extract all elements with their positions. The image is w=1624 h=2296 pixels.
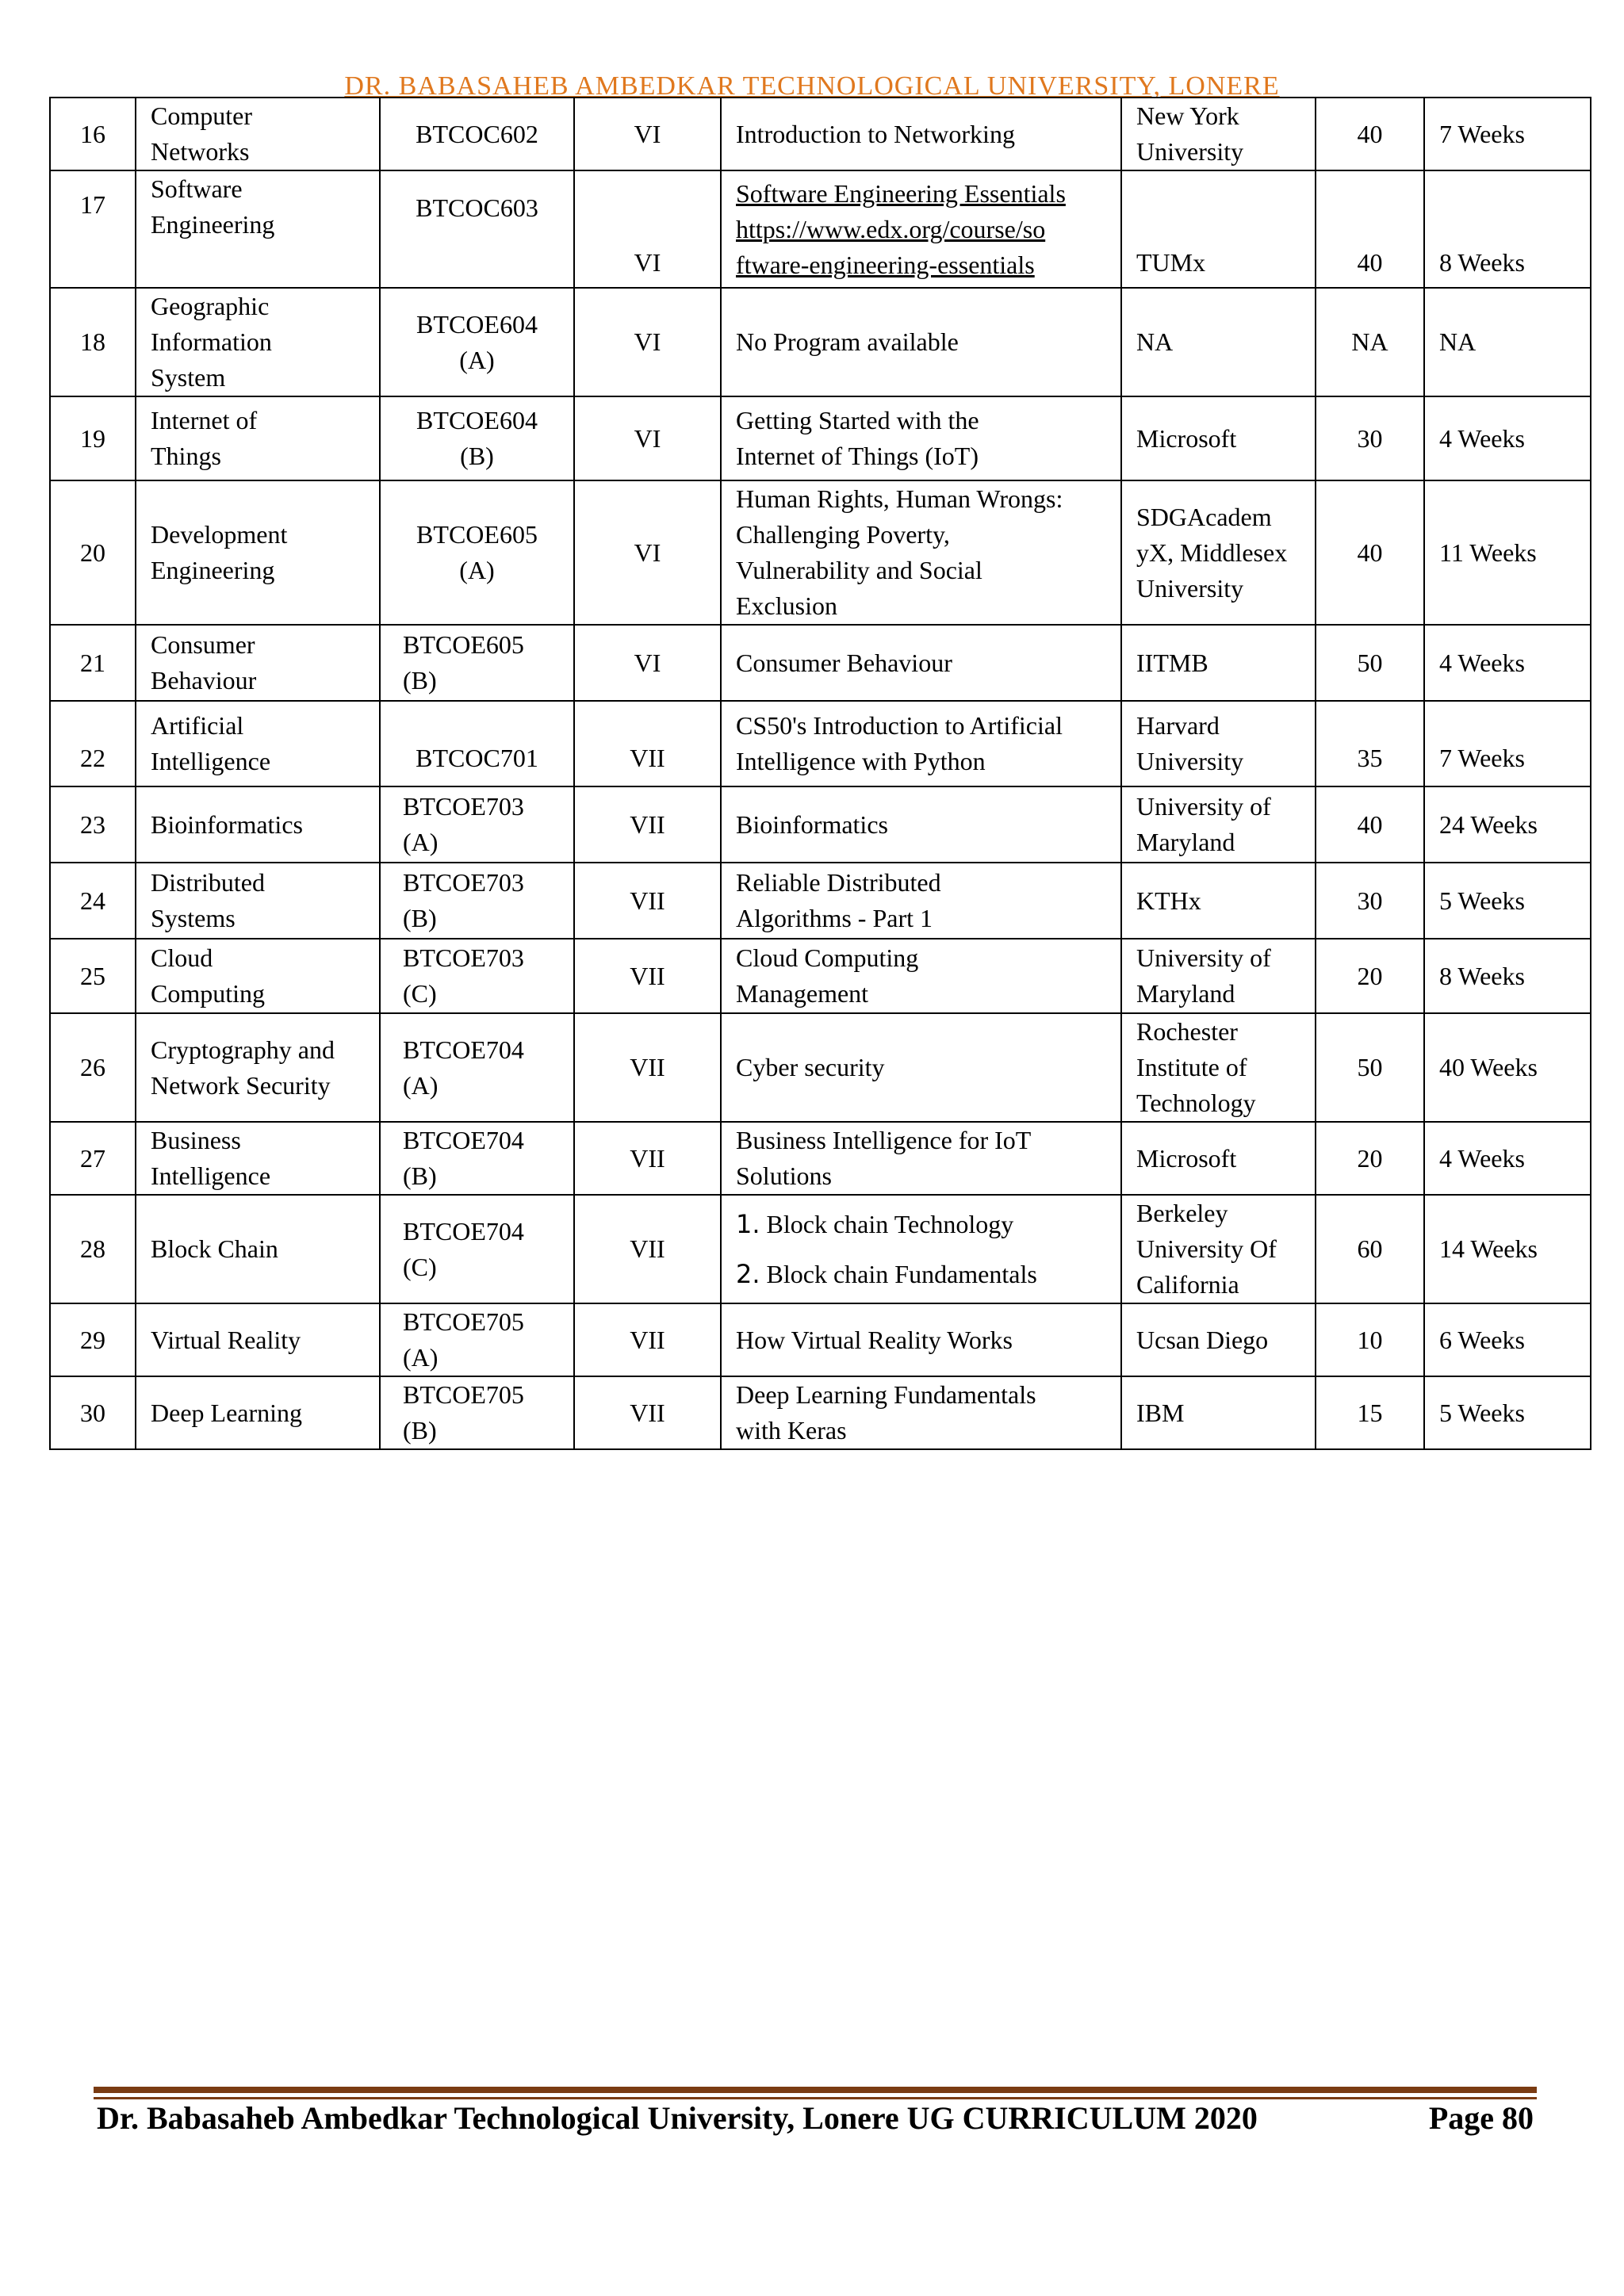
- course-code-line: (A): [403, 1343, 439, 1372]
- duration-cell: 5 Weeks: [1424, 863, 1591, 939]
- course-code-line: BTCOC603: [416, 193, 538, 222]
- subject-line: Cryptography and: [151, 1035, 335, 1064]
- program-cell: [721, 701, 1121, 786]
- credits-cell: NA: [1316, 288, 1424, 396]
- provider-cell: [1121, 1122, 1316, 1195]
- subject-line: Bioinformatics: [151, 809, 303, 839]
- program-cell: [721, 939, 1121, 1013]
- credits-cell: 40: [1316, 480, 1424, 625]
- credits-cell: 30: [1316, 863, 1424, 939]
- duration-cell: 11 Weeks: [1424, 480, 1591, 625]
- row-number: 16: [50, 98, 136, 170]
- program-line: Solutions: [736, 1161, 832, 1190]
- subject-cell: [136, 863, 380, 939]
- row-number: 19: [50, 396, 136, 480]
- row-number: 29: [50, 1303, 136, 1376]
- provider-line: Microsoft: [1136, 1143, 1237, 1173]
- program-line: Intelligence with Python: [736, 747, 986, 775]
- credits-cell: 35: [1316, 701, 1424, 786]
- provider-cell: [1121, 396, 1316, 480]
- course-code-line: BTCOE605: [403, 630, 524, 659]
- table-row: [50, 288, 1591, 396]
- provider-line: California: [1136, 1270, 1239, 1299]
- course-code-line: BTCOC701: [416, 744, 538, 772]
- subject-line: Artificial: [151, 711, 244, 740]
- subject-line: Networks: [151, 137, 250, 166]
- course-code-line: BTCOE705: [403, 1380, 524, 1409]
- provider-line: Technology: [1136, 1089, 1256, 1117]
- subject-line: Intelligence: [151, 747, 271, 775]
- course-code-cell: [380, 939, 574, 1013]
- table-row: [50, 1376, 1591, 1449]
- subject-cell: [136, 480, 380, 625]
- semester-cell: VII: [574, 939, 721, 1013]
- row-number: 20: [50, 480, 136, 625]
- course-code-line: BTCOE703: [403, 868, 524, 897]
- course-code-cell: [380, 625, 574, 701]
- table-row: [50, 625, 1591, 701]
- provider-cell: [1121, 1376, 1316, 1449]
- table-row: [50, 939, 1591, 1013]
- running-header: DR. BABASAHEB AMBEDKAR TECHNOLOGICAL UNIVERSITY, LONERE: [344, 71, 1280, 101]
- course-code-cell: [380, 98, 574, 170]
- provider-line: IBM: [1136, 1398, 1185, 1427]
- course-code-line: (A): [403, 1070, 439, 1100]
- semester-cell: VI: [574, 625, 721, 701]
- subject-line: Geographic: [151, 292, 270, 320]
- subject-line: Software: [151, 174, 243, 203]
- table-row: [50, 701, 1591, 786]
- table-row: [50, 170, 1591, 288]
- course-code-cell: [380, 786, 574, 863]
- course-code-cell: [380, 480, 574, 625]
- program-line: Reliable Distributed: [736, 868, 941, 897]
- program-line: Exclusion: [736, 591, 837, 620]
- course-code-line: BTCOE703: [403, 792, 524, 821]
- subject-cell: [136, 1376, 380, 1449]
- provider-line: Institute of: [1136, 1053, 1247, 1081]
- credits-cell: 40: [1316, 98, 1424, 170]
- semester-cell: VII: [574, 1303, 721, 1376]
- provider-line: University of: [1136, 792, 1271, 821]
- course-code-cell: [380, 1195, 574, 1303]
- table-row: [50, 1303, 1591, 1376]
- program-line: How Virtual Reality Works: [736, 1325, 1013, 1354]
- program-line: Cloud Computing: [736, 943, 919, 972]
- credits-cell: 50: [1316, 625, 1424, 701]
- provider-line: Berkeley: [1136, 1199, 1228, 1227]
- program-line: Introduction to Networking: [736, 119, 1015, 148]
- provider-line: TUMx: [1136, 248, 1206, 277]
- semester-cell: VI: [574, 98, 721, 170]
- provider-line: Maryland: [1136, 979, 1235, 1008]
- row-number: 23: [50, 786, 136, 863]
- course-code-cell: [380, 1376, 574, 1449]
- table-row: [50, 396, 1591, 480]
- credits-cell: 20: [1316, 939, 1424, 1013]
- course-code-line: BTCOE703: [403, 943, 524, 972]
- credits-cell: 40: [1316, 786, 1424, 863]
- footer-title: Dr. Babasaheb Ambedkar Technological University, Lonere UG CURRICULUM 2020: [97, 2100, 1258, 2136]
- provider-line: Ucsan Diego: [1136, 1325, 1269, 1354]
- course-code-line: (B): [403, 666, 437, 695]
- course-code-line: (C): [403, 1252, 437, 1281]
- duration-cell: 40 Weeks: [1424, 1013, 1591, 1122]
- program-line: Deep Learning Fundamentals: [736, 1380, 1036, 1409]
- provider-line: University: [1136, 747, 1244, 775]
- subject-line: Things: [151, 442, 221, 470]
- course-code-cell: [380, 396, 574, 480]
- provider-line: University: [1136, 573, 1244, 603]
- provider-cell: [1121, 625, 1316, 701]
- course-code-line: BTCOE605: [416, 520, 538, 549]
- subject-line: Systems: [151, 904, 236, 932]
- program-line: Internet of Things (IoT): [736, 442, 979, 470]
- provider-cell: [1121, 1195, 1316, 1303]
- provider-line: Maryland: [1136, 828, 1235, 856]
- program-line: Cyber security: [736, 1053, 885, 1081]
- duration-cell: 5 Weeks: [1424, 1376, 1591, 1449]
- program-list-text: Block chain Fundamentals: [766, 1259, 1037, 1288]
- subject-cell: [136, 98, 380, 170]
- subject-line: Consumer: [151, 630, 255, 659]
- semester-cell: VII: [574, 786, 721, 863]
- provider-cell: [1121, 98, 1316, 170]
- provider-cell: [1121, 480, 1316, 625]
- course-code-line: (C): [403, 979, 437, 1008]
- course-code-line: BTCOE604: [416, 309, 538, 339]
- footer-rule: [94, 2087, 1537, 2093]
- subject-cell: [136, 396, 380, 480]
- credits-cell: 60: [1316, 1195, 1424, 1303]
- program-list-number: 2.: [736, 1258, 760, 1289]
- subject-line: Information: [151, 327, 272, 356]
- provider-cell: [1121, 701, 1316, 786]
- course-code-cell: [380, 1303, 574, 1376]
- table-row: [50, 1013, 1591, 1122]
- row-number: 28: [50, 1195, 136, 1303]
- row-number: 18: [50, 288, 136, 396]
- semester-cell: VII: [574, 1122, 721, 1195]
- subject-line: Internet of: [151, 406, 258, 434]
- row-number: 17: [50, 170, 136, 288]
- row-number: 21: [50, 625, 136, 701]
- provider-cell: [1121, 786, 1316, 863]
- course-code-line: (A): [459, 345, 495, 374]
- course-code-line: (B): [403, 1416, 437, 1445]
- provider-line: University: [1136, 137, 1244, 166]
- course-code-line: (B): [403, 904, 437, 932]
- subject-line: Business: [151, 1126, 241, 1154]
- provider-line: yX, Middlesex: [1136, 538, 1288, 567]
- subject-line: Engineering: [151, 556, 275, 584]
- program-title-link[interactable]: Software Engineering Essentials: [736, 178, 1066, 208]
- course-code-line: BTCOC602: [416, 119, 538, 148]
- program-cell: [721, 480, 1121, 625]
- table-body: [50, 98, 1591, 1449]
- page-footer: [97, 2099, 1534, 2137]
- course-code-line: BTCOE604: [416, 406, 538, 434]
- course-code-line: BTCOE704: [403, 1035, 524, 1064]
- provider-line: Microsoft: [1136, 423, 1237, 453]
- table-row: [50, 786, 1591, 863]
- row-number: 25: [50, 939, 136, 1013]
- program-cell: [721, 625, 1121, 701]
- subject-cell: [136, 1195, 380, 1303]
- course-code-line: BTCOE704: [403, 1216, 524, 1246]
- duration-cell: 4 Weeks: [1424, 396, 1591, 480]
- subject-line: Intelligence: [151, 1161, 271, 1190]
- program-list-item: [736, 1207, 1106, 1242]
- course-code-line: (A): [403, 828, 439, 856]
- subject-line: Cloud: [151, 943, 213, 972]
- semester-cell: VII: [574, 1376, 721, 1449]
- provider-cell: [1121, 170, 1316, 288]
- program-cell: [721, 1195, 1121, 1303]
- program-line: Algorithms - Part 1: [736, 904, 933, 932]
- credits-cell: 50: [1316, 1013, 1424, 1122]
- course-code-line: (A): [459, 556, 495, 584]
- course-code-cell: [380, 288, 574, 396]
- duration-cell: 8 Weeks: [1424, 939, 1591, 1013]
- program-cell: [721, 1303, 1121, 1376]
- course-code-cell: [380, 1013, 574, 1122]
- program-cell: [721, 1122, 1121, 1195]
- subject-cell: [136, 1122, 380, 1195]
- program-line: Human Rights, Human Wrongs:: [736, 484, 1063, 513]
- program-line: Management: [736, 979, 869, 1008]
- duration-cell: 4 Weeks: [1424, 625, 1591, 701]
- program-line: Challenging Poverty,: [736, 520, 950, 549]
- course-code-cell: [380, 1122, 574, 1195]
- credits-cell: 20: [1316, 1122, 1424, 1195]
- program-cell: [721, 863, 1121, 939]
- provider-cell: [1121, 288, 1316, 396]
- subject-line: Engineering: [151, 210, 275, 239]
- program-list-item: [736, 1257, 1106, 1292]
- provider-line: New York: [1136, 101, 1239, 130]
- program-cell: [721, 786, 1121, 863]
- provider-cell: [1121, 939, 1316, 1013]
- program-line: Bioinformatics: [736, 809, 888, 839]
- program-cell: [721, 1013, 1121, 1122]
- table-row: [50, 98, 1591, 170]
- table-row: [50, 480, 1591, 625]
- subject-line: Deep Learning: [151, 1398, 303, 1427]
- course-code-cell: [380, 701, 574, 786]
- course-code-cell: [380, 170, 574, 288]
- course-code-line: (B): [403, 1161, 437, 1190]
- program-line: CS50's Introduction to Artificial: [736, 711, 1063, 740]
- row-number: 27: [50, 1122, 136, 1195]
- program-line: No Program available: [736, 327, 959, 356]
- subject-cell: [136, 701, 380, 786]
- subject-line: Distributed: [151, 868, 265, 897]
- duration-cell: 8 Weeks: [1424, 170, 1591, 288]
- credits-cell: 40: [1316, 170, 1424, 288]
- table-row: [50, 1195, 1591, 1303]
- duration-cell: 6 Weeks: [1424, 1303, 1591, 1376]
- course-code-line: BTCOE705: [403, 1307, 524, 1336]
- program-url-link[interactable]: https://www.edx.org/course/so: [736, 214, 1046, 243]
- subject-cell: [136, 288, 380, 396]
- duration-cell: NA: [1424, 288, 1591, 396]
- page-number: Page 80: [1428, 2100, 1534, 2136]
- duration-cell: 24 Weeks: [1424, 786, 1591, 863]
- row-number: 30: [50, 1376, 136, 1449]
- semester-cell: VI: [574, 396, 721, 480]
- program-line: Consumer Behaviour: [736, 648, 952, 677]
- provider-line: Rochester: [1136, 1017, 1238, 1046]
- provider-line: NA: [1136, 327, 1174, 356]
- duration-cell: 7 Weeks: [1424, 98, 1591, 170]
- row-number: 26: [50, 1013, 136, 1122]
- course-code-line: BTCOE704: [403, 1126, 524, 1154]
- subject-cell: [136, 625, 380, 701]
- provider-cell: [1121, 863, 1316, 939]
- provider-cell: [1121, 1013, 1316, 1122]
- semester-cell: VII: [574, 1013, 721, 1122]
- program-list-number: 1.: [736, 1208, 760, 1239]
- mooc-course-table: [49, 97, 1591, 1450]
- program-cell: [721, 170, 1121, 288]
- semester-cell: VII: [574, 1195, 721, 1303]
- provider-cell: [1121, 1303, 1316, 1376]
- program-url-link[interactable]: ftware-engineering-essentials: [736, 250, 1035, 279]
- subject-line: Behaviour: [151, 666, 257, 695]
- provider-line: KTHx: [1136, 886, 1201, 915]
- provider-line: University Of: [1136, 1234, 1277, 1263]
- program-list-text: Block chain Technology: [766, 1209, 1014, 1238]
- provider-line: IITMB: [1136, 648, 1208, 677]
- provider-line: SDGAcadem: [1136, 502, 1272, 531]
- semester-cell: VII: [574, 863, 721, 939]
- subject-cell: [136, 170, 380, 288]
- subject-line: Computing: [151, 979, 266, 1008]
- subject-cell: [136, 1303, 380, 1376]
- subject-line: Network Security: [151, 1070, 331, 1100]
- semester-cell: VII: [574, 701, 721, 786]
- credits-cell: 15: [1316, 1376, 1424, 1449]
- credits-cell: 30: [1316, 396, 1424, 480]
- course-code-line: (B): [460, 442, 494, 470]
- subject-cell: [136, 786, 380, 863]
- program-cell: [721, 1376, 1121, 1449]
- provider-line: University of: [1136, 943, 1271, 972]
- program-line: Getting Started with the: [736, 406, 979, 434]
- subject-line: Development: [151, 520, 288, 549]
- program-line: with Keras: [736, 1416, 847, 1445]
- program-cell: [721, 288, 1121, 396]
- program-line: Vulnerability and Social: [736, 556, 982, 584]
- subject-cell: [136, 1013, 380, 1122]
- credits-cell: 10: [1316, 1303, 1424, 1376]
- provider-line: Harvard: [1136, 711, 1220, 740]
- table-row: [50, 863, 1591, 939]
- program-line: Business Intelligence for IoT: [736, 1126, 1032, 1154]
- duration-cell: 14 Weeks: [1424, 1195, 1591, 1303]
- semester-cell: VI: [574, 480, 721, 625]
- subject-line: System: [151, 363, 226, 392]
- subject-line: Block Chain: [151, 1234, 278, 1263]
- semester-cell: VI: [574, 170, 721, 288]
- table-row: [50, 1122, 1591, 1195]
- subject-cell: [136, 939, 380, 1013]
- program-cell: [721, 98, 1121, 170]
- row-number: 24: [50, 863, 136, 939]
- subject-line: Virtual Reality: [151, 1325, 301, 1354]
- semester-cell: VI: [574, 288, 721, 396]
- duration-cell: 4 Weeks: [1424, 1122, 1591, 1195]
- row-number: 22: [50, 701, 136, 786]
- subject-line: Computer: [151, 101, 252, 130]
- duration-cell: 7 Weeks: [1424, 701, 1591, 786]
- course-code-cell: [380, 863, 574, 939]
- program-cell: [721, 396, 1121, 480]
